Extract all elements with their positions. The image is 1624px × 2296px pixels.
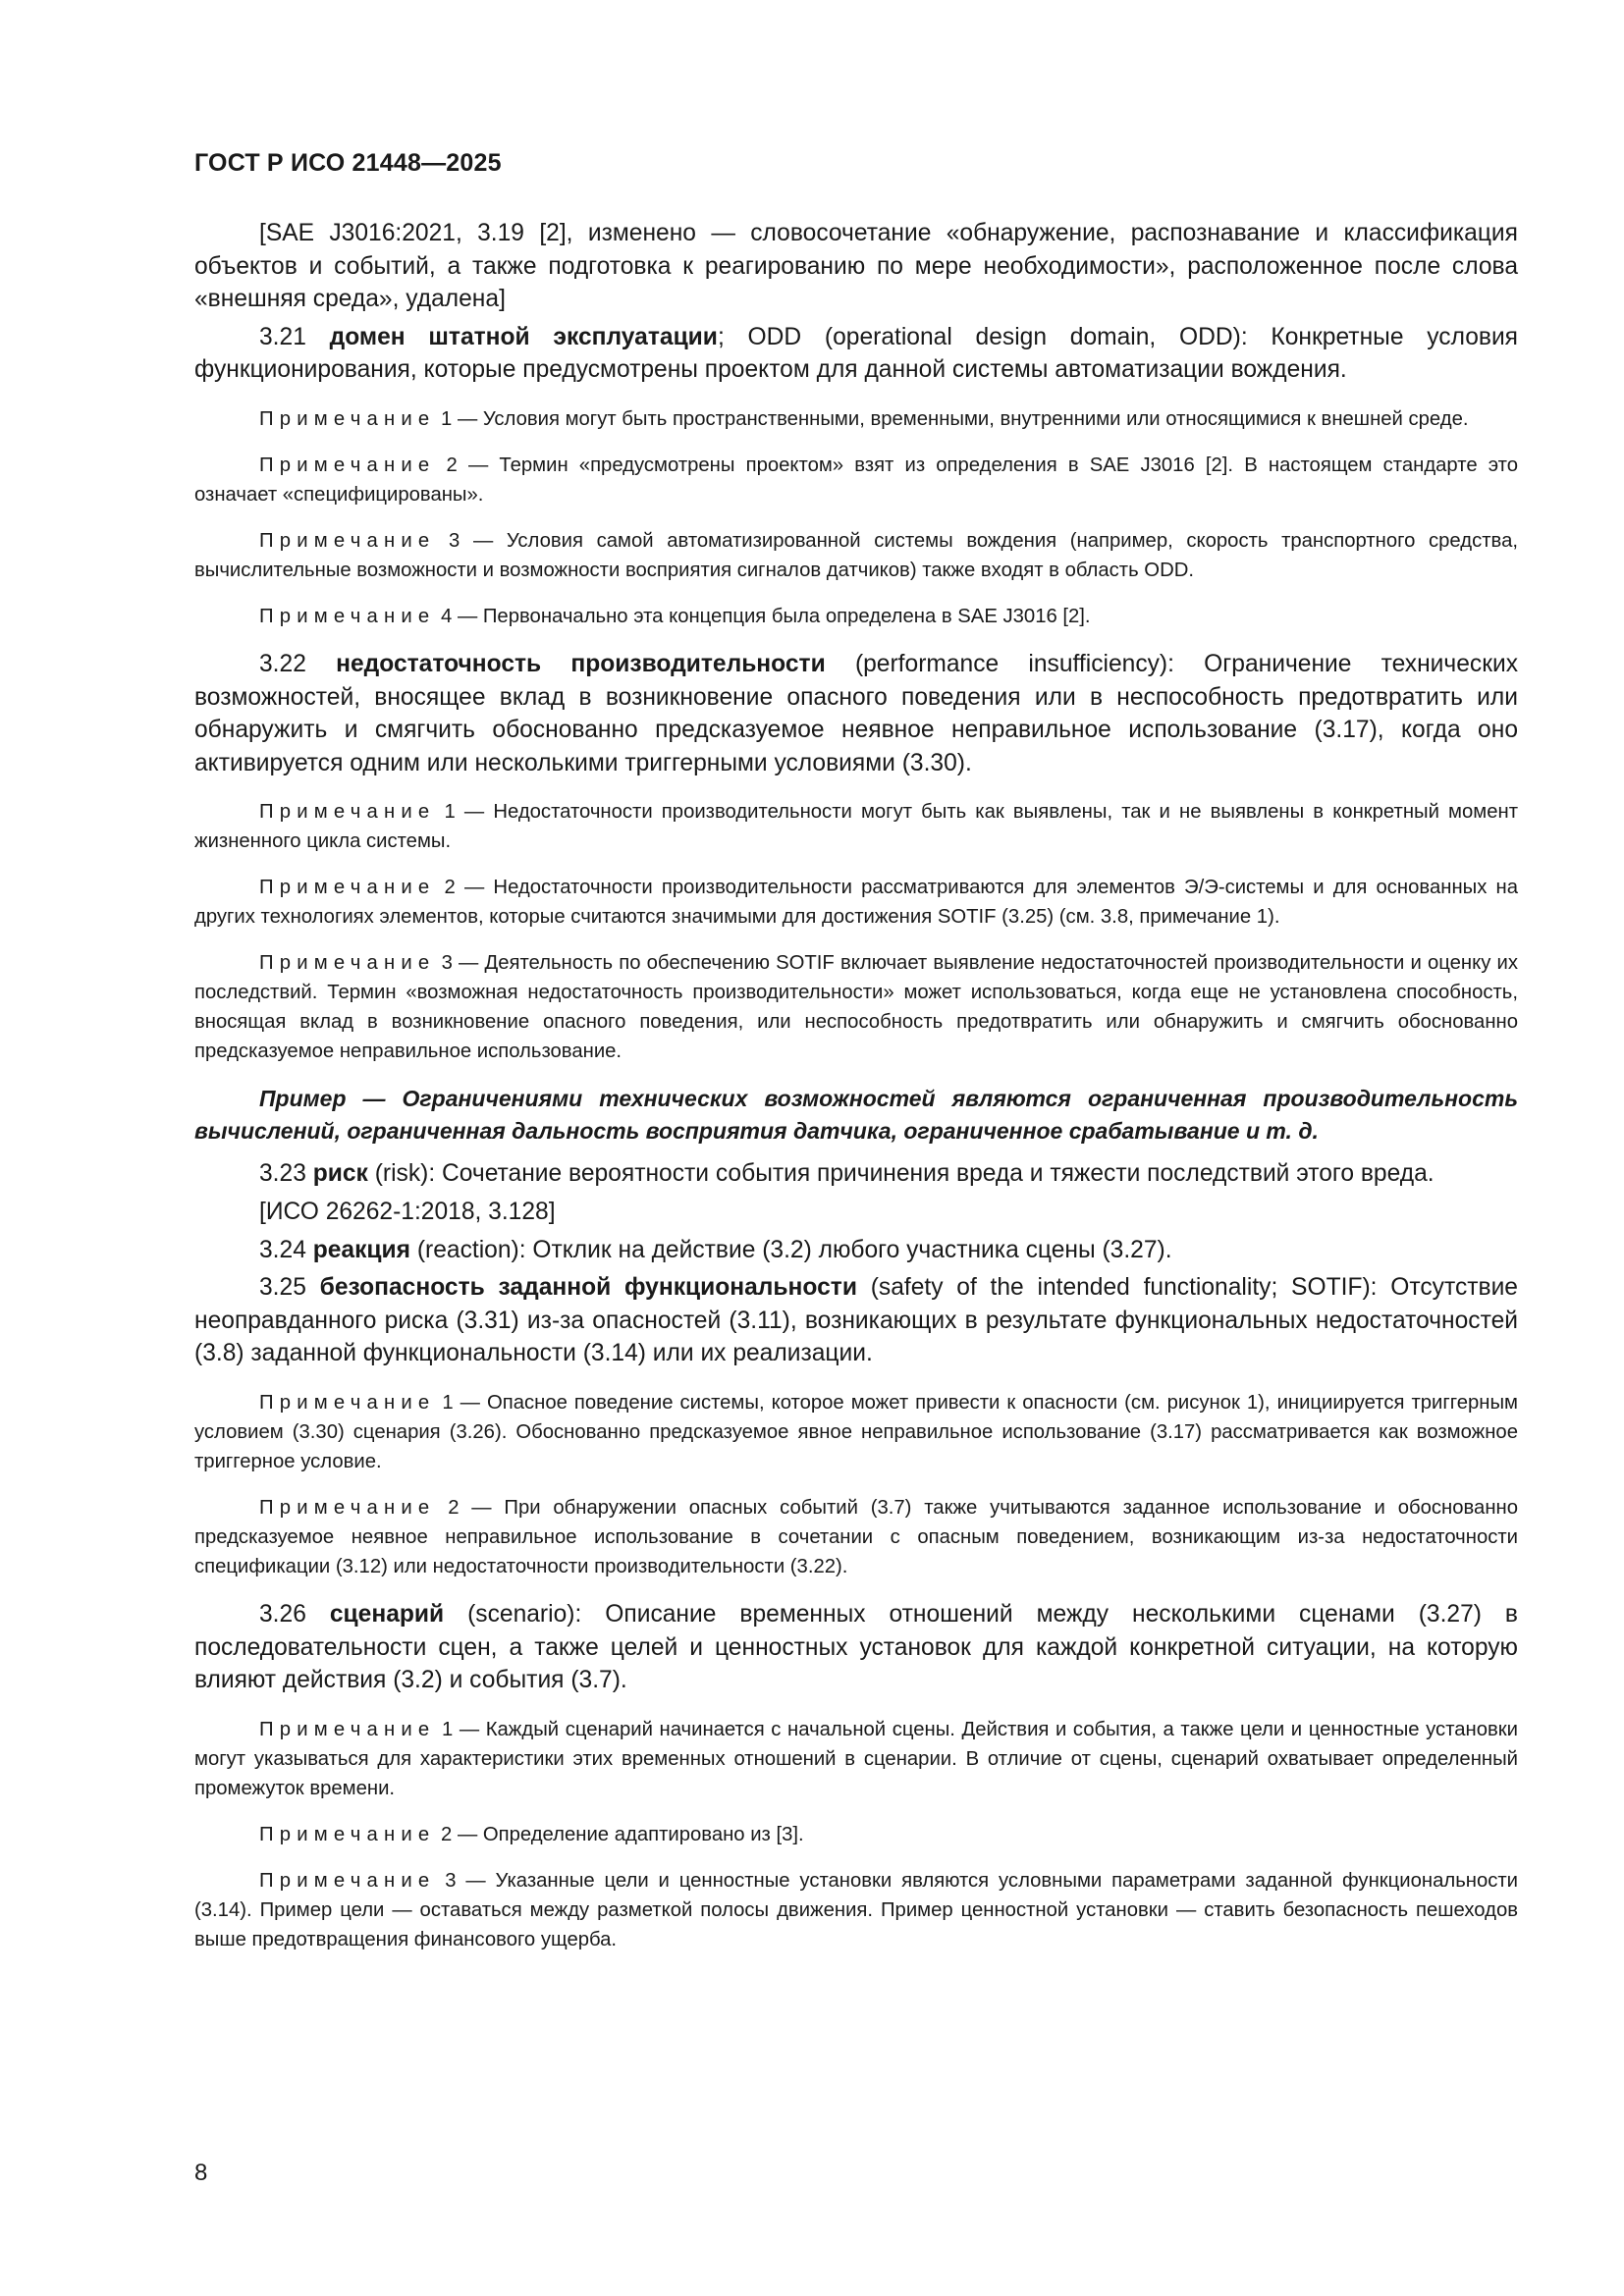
note-label: Примечание (259, 1718, 436, 1740)
note (194, 404, 1518, 434)
note-label: Примечание (259, 454, 436, 476)
clause-number: 3.23 (259, 1160, 306, 1188)
note-label: Примечание (259, 952, 436, 975)
note-text: 3 — Условия самой автоматизированной системы вождения (например, скорость транспортного средства, вычислительные возможности и возможности восприятия сигналов датчиков) также входят в область ODD. (194, 529, 1518, 581)
paragraph-source-ref: [ИСО 26262-1:2018, 3.128] (259, 1198, 556, 1225)
note (194, 526, 1518, 585)
note-label: Примечание (259, 801, 436, 824)
definition-3-26 (194, 1598, 1518, 1697)
term: риск (312, 1160, 368, 1188)
note (194, 1820, 1518, 1849)
note (194, 797, 1518, 856)
term: сценарий (329, 1600, 445, 1628)
example-paragraph: Пример — Ограничениями технических возможностей являются ограниченная производительность вычислений, ограниченная дальность восприятия датчика, ограниченное срабатывание и т. д. (194, 1086, 1518, 1145)
note-text: 2 — При обнаружении опасных событий (3.7) также учитываются заданное использование и обоснованно предсказуемое неявное неправильное использование в сочетании с опасным поведением, возникающим из-за недостаточности спецификации (3.12) или недостаточности производительности (3.22). (194, 1496, 1518, 1577)
note (194, 948, 1518, 1066)
definition-text: (reaction): Отклик на действие (3.2) любого участника сцены (3.27). (410, 1236, 1172, 1263)
definition-text: (risk): Сочетание вероятности события причинения вреда и тяжести последствий этого вреда. (367, 1160, 1435, 1188)
note (194, 1388, 1518, 1476)
clause-number: 3.24 (259, 1236, 306, 1263)
note-label: Примечание (259, 605, 436, 627)
note-text: 1 — Недостаточности производительности могут быть как выявлены, так и не выявлены в конкретный момент жизненного цикла системы. (194, 801, 1518, 853)
page-number: 8 (194, 2160, 208, 2186)
clause-number: 3.22 (259, 650, 306, 677)
definition-3-24 (194, 1234, 1518, 1267)
note-text: 3 — Указанные цели и ценностные установки являются условными параметрами заданной функциональности (3.14). Пример цели — оставаться между разметкой полосы движения. Пример ценностной установки — ставить безопасность пешеходов выше предотвращения финансового ущерба. (194, 1869, 1518, 1950)
term: реакция (312, 1236, 410, 1263)
note-text: 2 — Недостаточности производительности рассматриваются для элементов Э/Э-системы и для основанных на других технологиях элементов, которые считаются значимыми для достижения SOTIF (3.25) (см. 3.8, примечание 1). (194, 877, 1518, 929)
note-label: Примечание (259, 1869, 436, 1892)
note-label: Примечание (259, 407, 436, 430)
note-label: Примечание (259, 877, 436, 899)
note-label: Примечание (259, 529, 436, 552)
definition-3-23 (194, 1157, 1518, 1191)
document-body (194, 217, 1518, 1971)
note-text: 3 — Деятельность по обеспечению SOTIF включает выявление недостаточностей производительности и оценку их последствий. Термин «возможная недостаточность производительности» может использоваться, когда еще не установлена способность, вносящая вклад в возникновение опасного поведения, или неспособность предотвратить или обнаружить и смягчить обоснованно предсказуемое неправильное использование. (194, 952, 1518, 1063)
definition-text: ; ODD (operational design domain, ODD): Конкретные условия функционирования, которые предусмотрены проектом для данной системы автоматизации вождения. (194, 323, 1518, 384)
note-label: Примечание (259, 1391, 436, 1414)
term: безопасность заданной функциональности (319, 1274, 857, 1302)
term: домен штатной эксплуатации (329, 323, 718, 350)
definition-text: (scenario): Описание временных отношений между несколькими сценами (3.27) в последовательности сцен, а также целей и ценностных установок для каждой конкретной ситуации, на которую влияют действия (3.2) и события (3.7). (194, 1600, 1518, 1694)
clause-number: 3.26 (259, 1600, 306, 1628)
definition-3-22 (194, 648, 1518, 779)
note (194, 451, 1518, 509)
definition-3-21 (194, 321, 1518, 387)
clause-number: 3.21 (259, 323, 306, 350)
note-label: Примечание (259, 1823, 436, 1845)
note (194, 873, 1518, 932)
note-text: 2 — Определение адаптировано из [3]. (435, 1823, 804, 1845)
definition-3-25 (194, 1271, 1518, 1370)
note (194, 602, 1518, 631)
page-header: ГОСТ Р ИСО 21448—2025 (194, 149, 502, 177)
note (194, 1866, 1518, 1954)
note-text: 1 — Опасное поведение системы, которое может привести к опасности (см. рисунок 1), инициируется триггерным условием (3.30) сценария (3.26). Обоснованно предсказуемое явное неправильное использование (3.17) рассматривается как возможное триггерное условие. (194, 1391, 1518, 1472)
note (194, 1715, 1518, 1803)
term: недостаточность производительности (336, 650, 826, 677)
definition-text: (performance insufficiency): Ограничение технических возможностей, вносящее вклад в возникновение опасного поведения или в неспособность предотвратить или обнаружить и смягчить обоснованно предсказуемое неявное неправильное использование (3.17), когда оно активируется одним или несколькими триггерными условиями (3.30). (194, 650, 1518, 776)
note-label: Примечание (259, 1496, 436, 1519)
clause-number: 3.25 (259, 1274, 306, 1302)
paragraph-source-ref: [SAE J3016:2021, 3.19 [2], изменено — словосочетание «обнаружение, распознавание и классификация объектов и событий, а также подготовка к реагированию по мере необходимости», расположенное после слова «внешняя среда», удалена] (194, 220, 1518, 313)
note-text: 1 — Условия могут быть пространственными, временными, внутренними или относящимися к внешней среде. (435, 407, 1469, 430)
note-text: 4 — Первоначально эта концепция была определена в SAE J3016 [2]. (435, 605, 1091, 627)
definition-text: (safety of the intended functionality; SOTIF): Отсутствие неоправданного риска (3.31) из-за опасностей (3.11), возникающих в результате функциональных недостаточностей (3.8) заданной функциональности (3.14) или их реализации. (194, 1274, 1518, 1367)
note-text: 2 — Термин «предусмотрены проектом» взят из определения в SAE J3016 [2]. В настоящем стандарте это означает «специфицированы». (194, 454, 1518, 506)
note (194, 1493, 1518, 1581)
note-text: 1 — Каждый сценарий начинается с начальной сцены. Действия и события, а также цели и ценностные установки могут указываться для характеристики этих временных отношений в сценарии. В отличие от сцены, сценарий охватывает определенный промежуток времени. (194, 1718, 1518, 1799)
